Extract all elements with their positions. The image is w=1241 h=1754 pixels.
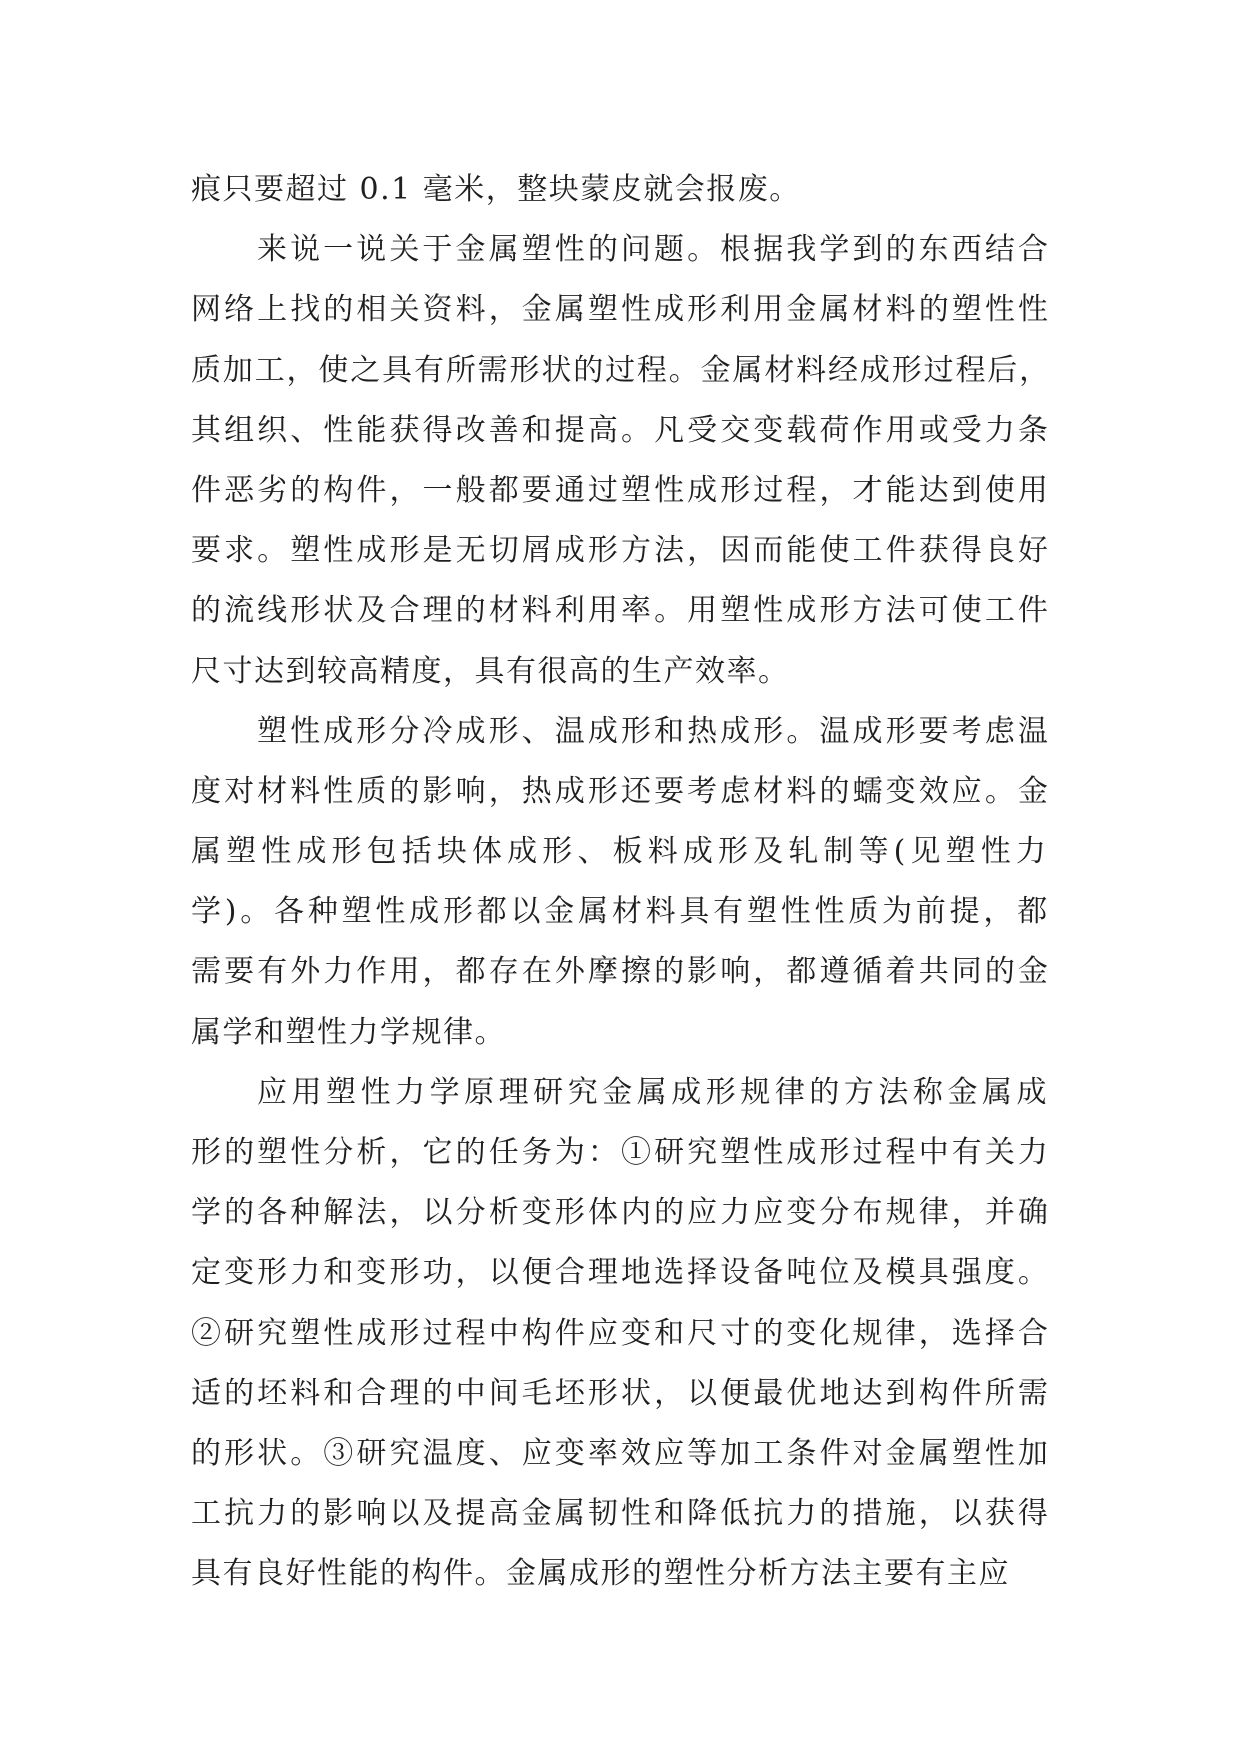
- text-line: 件恶劣的构件，一般都要通过塑性成形过程，才能达到使用: [191, 472, 1052, 508]
- text-line: 学的各种解法，以分析变形体内的应力应变分布规律，并确: [191, 1195, 1052, 1231]
- text-line: 应用塑性力学原理研究金属成形规律的方法称金属成: [257, 1074, 1052, 1110]
- text-line: 尺寸达到较高精度，具有很高的生产效率。: [191, 653, 790, 689]
- paragraph-2: [191, 220, 1051, 702]
- text-line: 来说一说关于金属塑性的问题。根据我学到的东西结合: [257, 232, 1051, 268]
- text-line: 其组织、性能获得改善和提高。凡受交变载荷作用或受力条: [191, 412, 1052, 448]
- text-line: 形的塑性分析，它的任务为：①研究塑性成形过程中有关力: [191, 1135, 1052, 1170]
- paragraph-4: [191, 1063, 1051, 1605]
- text-line: 的形状。③研究温度、应变率效应等加工条件对金属塑性加: [191, 1435, 1052, 1471]
- text-line: 具有良好性能的构件。金属成形的塑性分析方法主要有主应: [191, 1556, 1010, 1592]
- text-line: 网络上找的相关资料，金属塑性成形利用金属材料的塑性性: [191, 292, 1052, 328]
- paragraph-3: [191, 702, 1051, 1063]
- text-line: 度对材料性质的影响，热成形还要考虑材料的蠕变效应。金: [191, 773, 1052, 809]
- text-line: 塑性成形分冷成形、温成形和热成形。温成形要考虑温: [257, 713, 1051, 749]
- text-line: 学)。各种塑性成形都以金属材料具有塑性性质为前提，都: [191, 894, 1051, 930]
- text-line: 属塑性成形包括块体成形、板料成形及轧制等(见塑性力: [191, 834, 1051, 870]
- text-line: 要求。塑性成形是无切屑成形方法，因而能使工件获得良好: [191, 533, 1052, 569]
- text-line: 工抗力的影响以及提高金属韧性和降低抗力的措施，以获得: [191, 1496, 1052, 1532]
- text-line: ②研究塑性成形过程中构件应变和尺寸的变化规律，选择合: [191, 1315, 1052, 1351]
- text-line: 属学和塑性力学规律。: [191, 1014, 506, 1050]
- text-line: 适的坯料和合理的中间毛坯形状，以便最优地达到构件所需: [191, 1375, 1052, 1411]
- paragraph-1: [191, 160, 1051, 220]
- text-line: 痕只要超过 0.1 毫米，整块蒙皮就会报废。: [191, 172, 801, 207]
- text-line: 的流线形状及合理的材料利用率。用塑性成形方法可使工件: [191, 593, 1052, 629]
- document-body: [191, 160, 1051, 1605]
- text-line: 质加工，使之具有所需形状的过程。金属材料经成形过程后，: [191, 352, 1052, 388]
- text-line: 需要有外力作用，都存在外摩擦的影响，都遵循着共同的金: [191, 954, 1052, 990]
- text-line: 定变形力和变形功，以便合理地选择设备吨位及模具强度。: [191, 1255, 1052, 1291]
